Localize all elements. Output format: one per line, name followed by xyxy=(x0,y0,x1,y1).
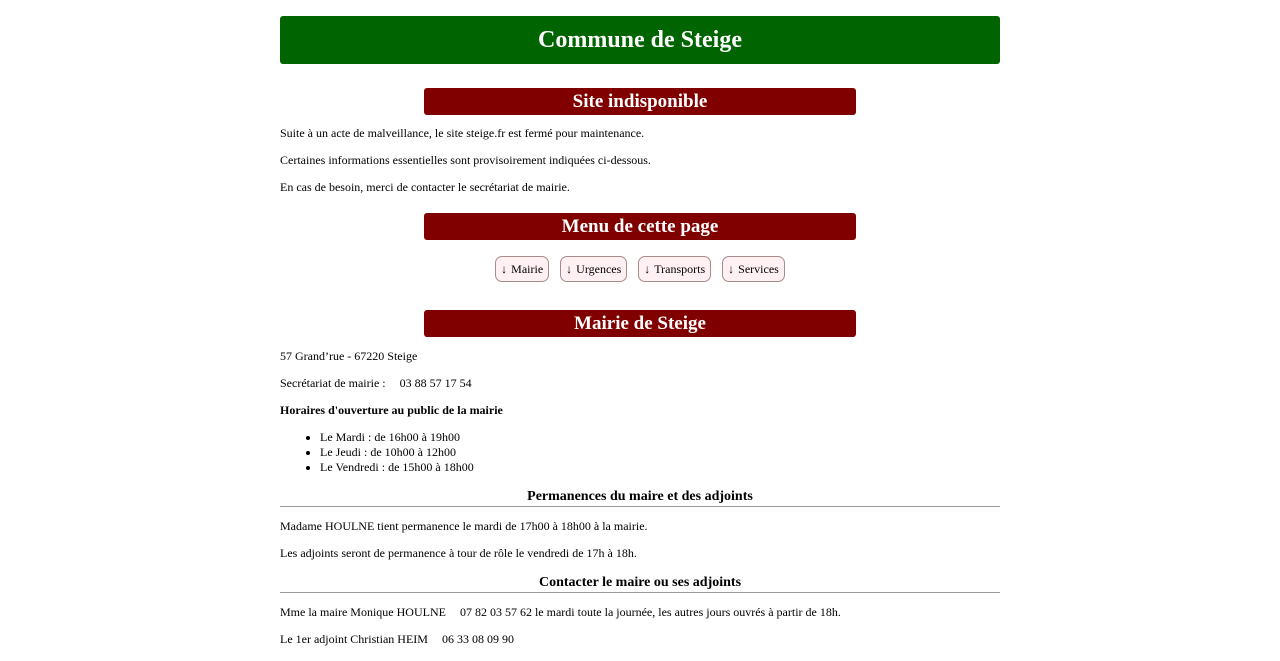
menu-item-transports[interactable]: ↓ Transports xyxy=(638,256,711,282)
permanences-title: Permanences du maire et des adjoints xyxy=(280,489,1000,507)
mairie-title: Mairie de Steige xyxy=(424,310,856,337)
list-item: • Le Mardi : de 16h00 à 19h00 xyxy=(320,430,1000,445)
permanence-line-2: Les adjoints seront de permanence à tour de rôle le vendredi de 17h à 18h. xyxy=(280,546,637,560)
hours-list xyxy=(280,430,1000,475)
menu-title: Menu de cette page xyxy=(424,213,856,240)
arrow-down-icon: ↓ xyxy=(566,261,573,276)
contact-note: le mardi toute la journée, les autres jours ouvrés à partir de 18h. xyxy=(534,605,841,619)
list-item: • Le Vendredi : de 15h00 à 18h00 xyxy=(320,460,1000,475)
menu-item-services[interactable]: ↓ Services xyxy=(722,256,785,282)
menu-item-mairie[interactable]: ↓ Mairie xyxy=(495,256,549,282)
page-container xyxy=(280,16,1000,647)
notice-line-3: En cas de besoin, merci de contacter le secrétariat de mairie. xyxy=(280,180,570,194)
list-item: • Le Jeudi : de 10h00 à 12h00 xyxy=(320,445,1000,460)
contact-name: Le 1er adjoint Christian HEIM xyxy=(280,632,428,646)
page-menu xyxy=(280,256,1000,282)
contact-line-1 xyxy=(280,605,1000,620)
menu-item-urgences[interactable]: ↓ Urgences xyxy=(560,256,627,282)
permanence-line-1: Madame HOULNE tient permanence le mardi de 17h00 à 18h00 à la mairie. xyxy=(280,519,648,533)
arrow-down-icon: ↓ xyxy=(644,261,651,276)
arrow-down-icon: ↓ xyxy=(728,261,735,276)
mairie-address: 57 Grand’rue - 67220 Steige xyxy=(280,349,418,363)
site-header xyxy=(280,16,1000,64)
notice-title: Site indisponible xyxy=(424,88,856,115)
secretariat-label: Secrétariat de mairie : xyxy=(280,376,386,390)
secretariat-line xyxy=(280,376,1000,391)
contact-line-2 xyxy=(280,632,1000,647)
hours-title: Horaires d'ouverture au public de la mairie xyxy=(280,403,503,417)
contact-phone: 07 82 03 57 62 xyxy=(459,605,532,619)
site-title: Commune de Steige xyxy=(538,26,742,53)
contact-title: Contacter le maire ou ses adjoints xyxy=(280,575,1000,593)
notice-line-2: Certaines informations essentielles sont provisoirement indiquées ci-dessous. xyxy=(280,153,651,167)
notice-line-1: Suite à un acte de malveillance, le site steige.fr est fermé pour maintenance. xyxy=(280,126,645,140)
arrow-down-icon: ↓ xyxy=(501,261,508,276)
contact-name: Mme la maire Monique HOULNE xyxy=(280,605,446,619)
contact-phone: 06 33 08 09 90 xyxy=(441,632,514,646)
secretariat-phone: 03 88 57 17 54 xyxy=(399,376,472,390)
